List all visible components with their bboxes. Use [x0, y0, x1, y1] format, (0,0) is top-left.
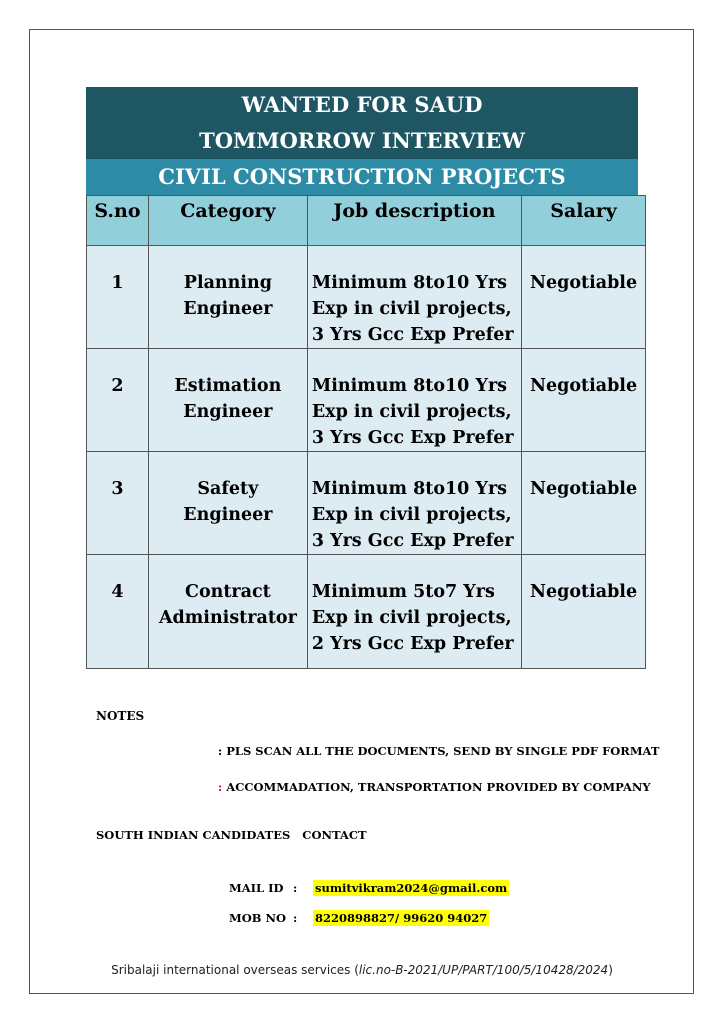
note-item	[218, 744, 659, 758]
cell-salary: Negotiable	[522, 452, 646, 555]
header-category: Category	[148, 196, 307, 246]
table-row	[87, 349, 646, 452]
note-colon: :	[218, 780, 223, 794]
cell-salary: Negotiable	[522, 349, 646, 452]
table-row	[87, 452, 646, 555]
cell-description	[307, 349, 521, 452]
category-line: Contract	[185, 582, 271, 602]
note-item	[218, 780, 651, 794]
header-job-description: Job description	[307, 196, 521, 246]
description-line: Minimum 8to10 Yrs	[311, 479, 508, 499]
description-line: 3 Yrs Gcc Exp Prefer	[311, 428, 514, 448]
category-line: Planning	[183, 273, 272, 293]
cell-sno: 3	[87, 452, 149, 555]
table-header-row	[87, 196, 646, 246]
title-banner-line-3: CIVIL CONSTRUCTION PROJECTS	[86, 159, 638, 195]
note-colon: :	[218, 744, 223, 758]
cell-sno: 4	[87, 555, 149, 669]
title-banner-line-2: TOMMORROW INTERVIEW	[86, 123, 638, 159]
contact-heading: SOUTH INDIAN CANDIDATES CONTACT	[96, 828, 367, 842]
category-line: Estimation	[174, 376, 282, 396]
mobile-row	[229, 911, 489, 925]
header-sno: S.no	[87, 196, 149, 246]
header-salary: Salary	[522, 196, 646, 246]
cell-description	[307, 452, 521, 555]
note-text: ACCOMMADATION, TRANSPORTATION PROVIDED BY COMPANY	[226, 780, 651, 794]
mail-label: MAIL ID	[229, 881, 284, 895]
table-row	[87, 555, 646, 669]
note-text: PLS SCAN ALL THE DOCUMENTS, SEND BY SINGLE PDF FORMAT	[226, 744, 660, 758]
cell-category	[148, 349, 307, 452]
cell-salary: Negotiable	[522, 246, 646, 349]
cell-salary: Negotiable	[522, 555, 646, 669]
category-line: Safety	[197, 479, 259, 499]
footer-company: Sribalaji international overseas services (	[111, 963, 359, 977]
title-banner-line-1: WANTED FOR SAUD	[86, 87, 638, 123]
table-row	[87, 246, 646, 349]
description-line: Minimum 8to10 Yrs	[311, 273, 508, 293]
mobile-separator: :	[293, 911, 298, 925]
description-line: Minimum 8to10 Yrs	[311, 376, 508, 396]
mail-separator: :	[293, 881, 298, 895]
mobile-label: MOB NO	[229, 911, 287, 925]
cell-sno: 1	[87, 246, 149, 349]
footer-license-number: lic.no-B-2021/UP/PART/100/5/10428/2024	[358, 963, 609, 977]
description-line: Exp in civil projects,	[311, 402, 512, 422]
cell-category	[148, 452, 307, 555]
cell-category	[148, 246, 307, 349]
cell-sno: 2	[87, 349, 149, 452]
footer-license-line	[0, 963, 724, 977]
description-line: 3 Yrs Gcc Exp Prefer	[311, 325, 514, 345]
mobile-value[interactable]: 8220898827/ 99620 94027	[315, 911, 488, 925]
footer-close: )	[608, 963, 613, 977]
description-line: Minimum 5to7 Yrs	[311, 582, 495, 602]
cell-category	[148, 555, 307, 669]
notes-heading: NOTES	[96, 709, 145, 723]
cell-description	[307, 555, 521, 669]
description-line: 2 Yrs Gcc Exp Prefer	[311, 634, 514, 654]
category-line: Engineer	[183, 402, 273, 422]
mail-value[interactable]: sumitvikram2024@gmail.com	[315, 881, 508, 895]
category-line: Engineer	[183, 299, 273, 319]
category-line: Engineer	[183, 505, 273, 525]
mail-row	[229, 881, 509, 895]
description-line: 3 Yrs Gcc Exp Prefer	[311, 531, 514, 551]
job-openings-table	[86, 195, 646, 669]
description-line: Exp in civil projects,	[311, 505, 512, 525]
category-line: Administrator	[158, 608, 297, 628]
description-line: Exp in civil projects,	[311, 608, 512, 628]
description-line: Exp in civil projects,	[311, 299, 512, 319]
cell-description	[307, 246, 521, 349]
